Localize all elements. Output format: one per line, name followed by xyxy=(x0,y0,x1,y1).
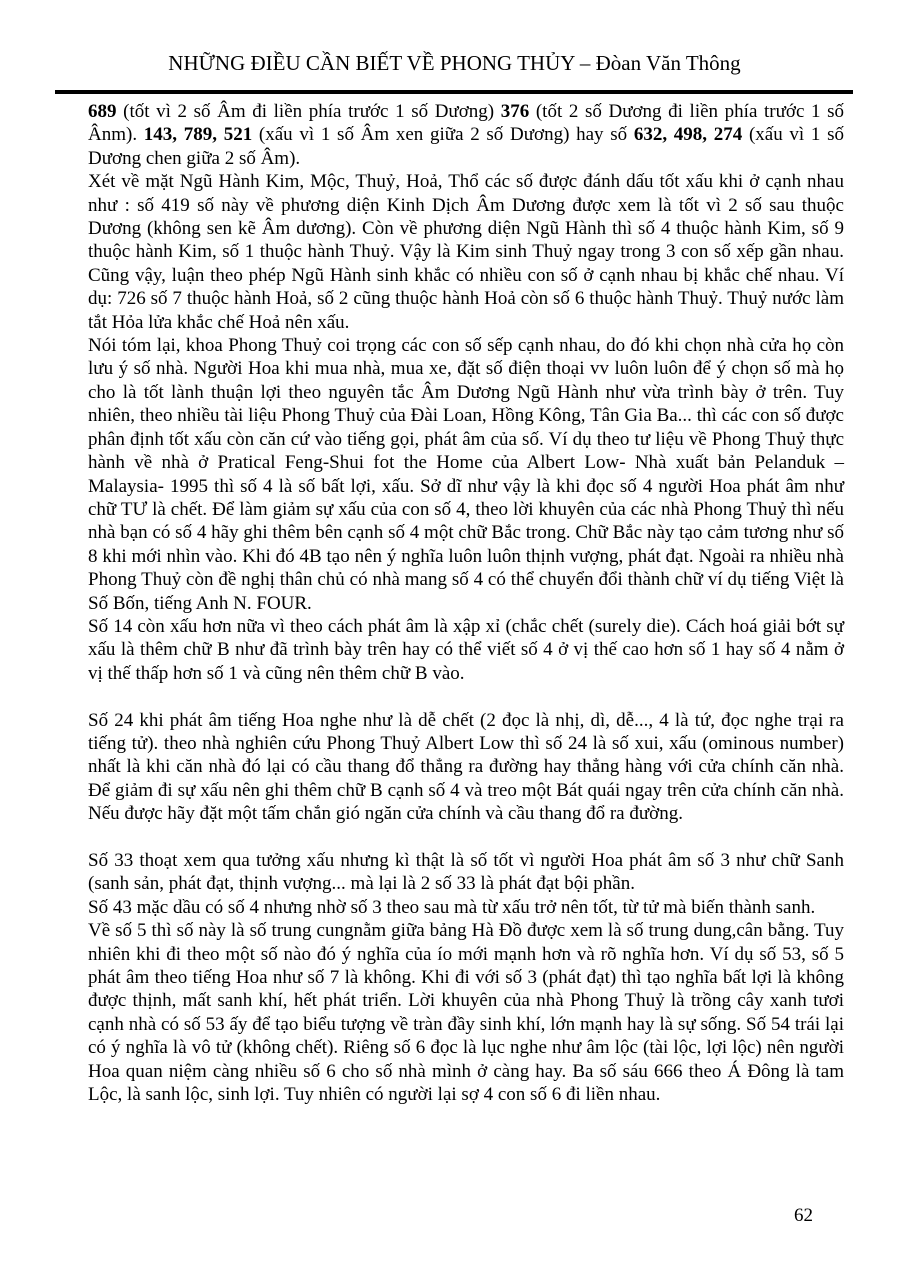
paragraph xyxy=(88,709,844,826)
bold-number-run: 143, 789, 521 xyxy=(143,124,253,146)
bold-number-run: 632, 498, 274 xyxy=(633,124,743,146)
paragraph xyxy=(88,919,844,1106)
text-run: Về số 5 thì số này là số trung cungnằm giữa bảng Hà Đồ được xem là số trung dung,cân bằng. Tuy nhiên khi đi theo một số nào đó ý nghĩa của ío mới mạnh hơn và rõ nghĩa hơn. Ví dụ số 53, số 5 phát âm theo tiếng Hoa như số 7 là không. Khi đi với số 3 (phát đạt) thì tạo nghĩa bất lợi là không được thịnh, mất sanh khí, hết phát triển. Lời khuyên của nhà Phong Thuỷ là trồng cây xanh tươi cạnh nhà có số 53 ấy để tạo biểu tượng về tràn đầy sinh khí, lớn mạnh hay là sự sống. Số 54 trái lại có ý nghĩa là vô tử (không chết). Riêng số 6 đọc là lục nghe như âm lộc (tài lộc, lợi lộc) nên người Hoa quan niệm càng nhiều số 6 cho số nhà mình ở càng hay. Ba số sáu 666 theo Á Đông là tam Lộc, là sanh lộc, sinh lợi. Tuy nhiên có người lại sợ 4 con số 6 đi liền nhau. xyxy=(88,920,844,1106)
text-run: Số 24 khi phát âm tiếng Hoa nghe như là dễ chết (2 đọc là nhị, dì, dễ..., 4 là tứ, đọc nghe trại ra tiếng tử). theo nhà nghiên cứu Phong Thuỷ Albert Low thì số 24 là số xui, xấu (ominous number) nhất là khi căn nhà đó lại có cầu thang đổ thẳng ra đường hay thẳng hàng với cửa chính căn nhà. Để giảm đi sự xấu nên ghi thêm chữ B cạnh số 4 và treo một Bát quái ngay trên cửa chính căn nhà. Nếu được hãy đặt một tấm chắn gió ngăn cửa chính và cầu thang đổ ra đường. xyxy=(88,709,844,825)
paragraph xyxy=(88,170,844,334)
header-divider-rule xyxy=(55,90,853,94)
paragraph xyxy=(88,615,844,685)
text-run: Xét về mặt Ngũ Hành Kim, Mộc, Thuỷ, Hoả, Thổ các số được đánh dấu tốt xấu khi ở cạnh nhau như : số 419 số này về phương diện Kinh Dịch Âm Dương được xem là tốt vì 2 số sau thuộc Dương (không sen kẽ Âm dương). Còn về phương diện Ngũ Hành thì số 4 thuộc hành Kim, số 9 thuộc hành Kim, số 1 thuộc hành Thuỷ. Vậy là Kim sinh Thuỷ ngay trong 3 con số xếp gần nhau. Cũng vậy, luận theo phép Ngũ Hành sinh khắc có nhiều con số ở cạnh nhau bị khắc chế nhau. Ví dụ: 726 số 7 thuộc hành Hoả, số 2 cũng thuộc hành Hoả còn số 6 thuộc hành Thuỷ. Thuỷ nước làm tắt Hỏa lửa khắc chế Hoả nên xấu. xyxy=(88,171,844,333)
text-run: Số 43 mặc dầu có số 4 nhưng nhờ số 3 theo sau mà từ xấu trở nên tốt, từ tử mà biến thành sanh. xyxy=(88,896,816,918)
bold-number-run: 689 xyxy=(88,101,117,122)
page-number: 62 xyxy=(794,1205,813,1226)
text-run: (xấu vì 1 số Âm xen giữa 2 số Dương) hay số xyxy=(252,124,634,146)
paragraph xyxy=(88,100,844,170)
text-run: Số 33 thoạt xem qua tưởng xấu nhưng kì thật là số tốt vì người Hoa phát âm số 3 như chữ Sanh (sanh sản, phát đạt, thịnh vượng... mà lại là 2 số 33 là phát đạt bội phần. xyxy=(88,849,844,895)
page-header-title: NHỮNG ĐIỀU CẦN BIẾT VỀ PHONG THỦY – Đòan Văn Thông xyxy=(168,51,741,75)
bold-number-run: 376 xyxy=(500,101,530,122)
paragraph xyxy=(88,896,844,919)
text-run: Nói tóm lại, khoa Phong Thuỷ coi trọng các con số sếp cạnh nhau, do đó khi chọn nhà cửa họ còn lưu ý số nhà. Người Hoa khi mua nhà, mua xe, đặt số điện thoại vv luôn luôn để ý chọn số mà họ cho là tốt lành thuận lợi theo nguyên tắc Âm Dương Ngũ Hành như vừa trình bày ở trên. Tuy nhiên, theo nhiều tài liệu Phong Thuỷ của Đài Loan, Hồng Kông, Tân Gia Ba... thì các con số được phân định tốt xấu còn căn cứ vào tiếng gọi, phát âm của số. Ví dụ theo tư liệu về Phong Thuỷ thực hành về nhà ở Pratical Feng-Shui fot the Home của Albert Low- Nhà xuất bản Pelanduk – Malaysia- 1995 thì số 4 là số bất lợi, xấu. Sở dĩ như vậy là khi đọc số 4 người Hoa phát âm như chữ TƯ là chết. Để làm giảm sự xấu của con số 4, theo lời khuyên của các nhà Phong Thuỷ thì nếu nhà bạn có số 4 hãy ghi thêm bên cạnh số 4 một chữ Bắc trong. Chữ Bắc này tạo cảm tương như số 8 khi mới nhìn vào. Khi đó 4B tạo nên ý nghĩa luôn luôn thịnh vượng, phát đạt. Ngoài ra nhiều nhà Phong Thuỷ còn đề nghị thân chủ có nhà mang số 4 có thể chuyển đổi thành chữ ví dụ tiếng Việt là Số Bốn, tiếng Anh N. FOUR. xyxy=(88,335,844,614)
text-run: Số 14 còn xấu hơn nữa vì theo cách phát âm là xập xỉ (chắc chết (surely die). Cách hoá giải bớt sự xấu là thêm chữ B như đã trình bày trên hay có thể viết số 4 ở vị thế cao hơn số 1 hay số 4 nằm ở vị thế thấp hơn số 1 và cũng nên thêm chữ B vào. xyxy=(88,615,844,684)
text-run: (xấu vì 1 số Dương chen giữa 2 số Âm). xyxy=(88,124,845,169)
text-run: (tốt 2 số Dương đi liền phía trước 1 số Ânm). xyxy=(88,101,845,146)
paragraph xyxy=(88,334,844,615)
document-body xyxy=(88,100,844,1106)
paragraph xyxy=(88,849,844,896)
text-run: (tốt vì 2 số Âm đi liền phía trước 1 số Dương) xyxy=(116,101,501,122)
